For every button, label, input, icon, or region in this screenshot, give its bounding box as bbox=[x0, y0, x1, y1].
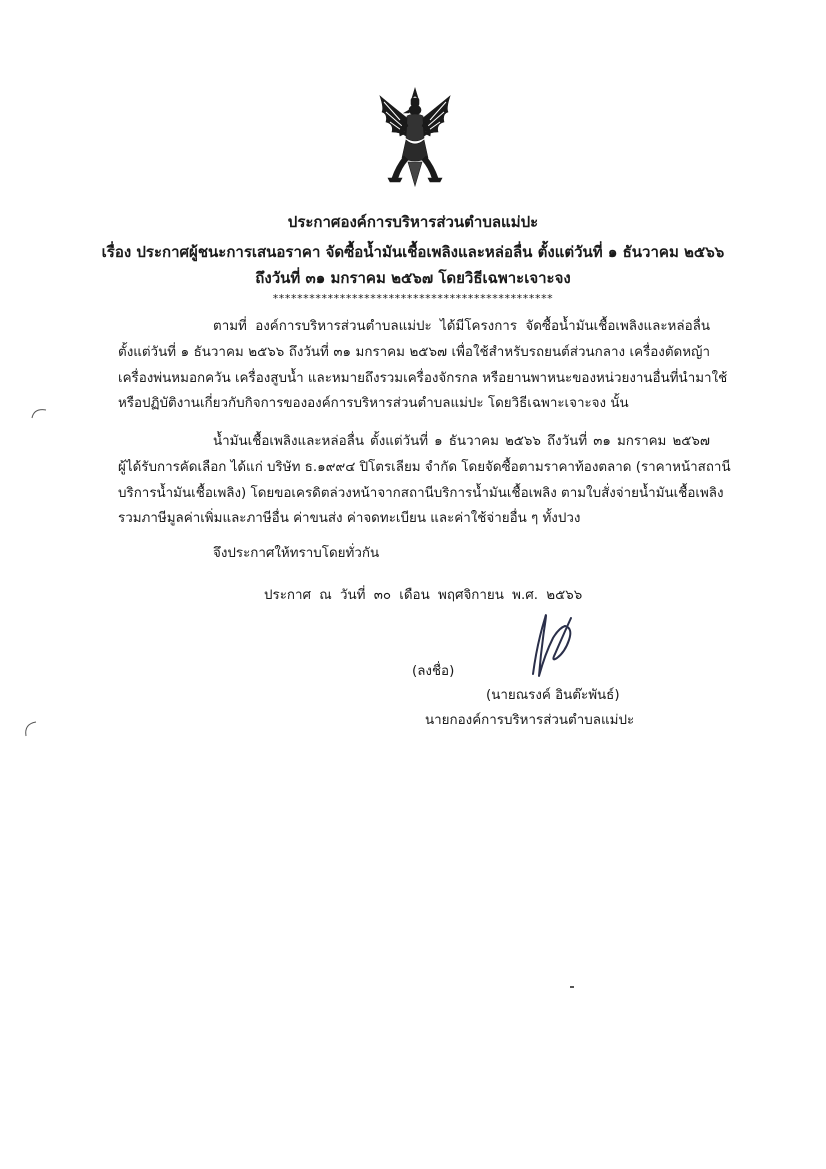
declaration-date: ประกาศ ณ วันที่ ๓๐ เดือน พฤศจิกายน พ.ศ. ๒๕๖๖ bbox=[264, 588, 583, 603]
paragraph-2-line-2: ผู้ได้รับการคัดเลือก ได้แก่ บริษัท ธ.๑๙๙๔ ปิโตรเลียม จำกัด โดยจัดซื้อตามราคาท้องตลาด (ราคาหน้าสถานี bbox=[118, 460, 731, 475]
signature-label: (ลงชื่อ) bbox=[412, 664, 455, 679]
signatory-name: (นายณรงค์ อินต๊ะพันธ์) bbox=[486, 688, 620, 703]
paragraph-1-line-4: หรือปฏิบัติงานเกี่ยวกับกิจการขององค์การบริหารส่วนตำบลแม่ปะ โดยวิธีเฉพาะเจาะจง นั้น bbox=[118, 396, 629, 411]
paragraph-3: จึงประกาศให้ทราบโดยทั่วกัน bbox=[213, 546, 380, 561]
announcement-heading: ประกาศองค์การบริหารส่วนตำบลแม่ปะ bbox=[287, 213, 539, 231]
signatory-title: นายกองค์การบริหารส่วนตำบลแม่ปะ bbox=[425, 713, 635, 728]
punch-hole-mark bbox=[22, 718, 44, 740]
paragraph-1-line-2: ตั้งแต่วันที่ ๑ ธันวาคม ๒๕๖๖ ถึงวันที่ ๓๑ มกราคม ๒๕๖๗ เพื่อใช้สำหรับรถยนต์ส่วนกลาง เครื่องตัดหญ้า bbox=[118, 345, 710, 360]
paragraph-2-line-4: รวมภาษีมูลค่าเพิ่มและภาษีอื่น ค่าขนส่ง ค่าจดทะเบียน และค่าใช้จ่ายอื่น ๆ ทั้งปวง bbox=[118, 511, 581, 526]
subject-line-continued: ถึงวันที่ ๓๑ มกราคม ๒๕๖๗ โดยวิธีเฉพาะเจาะจง bbox=[255, 269, 571, 287]
separator-line: ********************************************** bbox=[272, 292, 554, 305]
paragraph-2-line-3: บริการน้ำมันเชื้อเพลิง) โดยขอเครดิตล่วงหน้าจากสถานีบริการน้ำมันเชื้อเพลิง ตามใบสั่งจ่ายน้ำมันเชื้อเพลิง bbox=[118, 486, 724, 501]
paragraph-2-line-1: น้ำมันเชื้อเพลิงและหล่อลื่น ตั้งแต่วันที่ ๑ ธันวาคม ๒๕๖๖ ถึงวันที่ ๓๑ มกราคม ๒๕๖๗ bbox=[213, 434, 710, 449]
garuda-emblem-icon bbox=[374, 86, 456, 188]
subject-line: เรื่อง ประกาศผู้ชนะการเสนอราคา จัดซื้อน้ำมันเชื้อเพลิงและหล่อลื่น ตั้งแต่วันที่ ๑ ธันวาคม ๒๕๖๖ bbox=[101, 243, 725, 261]
scan-speck bbox=[570, 986, 574, 988]
handwritten-signature bbox=[515, 604, 585, 684]
paragraph-1-line-3: เครื่องพ่นหมอกควัน เครื่องสูบน้ำ และหมายถึงรวมเครื่องจักรกล หรือยานพาหนะของหน่วยงานอื่นที่นำมาใช้ bbox=[118, 371, 728, 386]
paragraph-1-line-1: ตามที่ องค์การบริหารส่วนตำบลแม่ปะ ได้มีโครงการ จัดซื้อน้ำมันเชื้อเพลิงและหล่อลื่น bbox=[213, 319, 710, 334]
punch-hole-mark bbox=[28, 402, 50, 424]
